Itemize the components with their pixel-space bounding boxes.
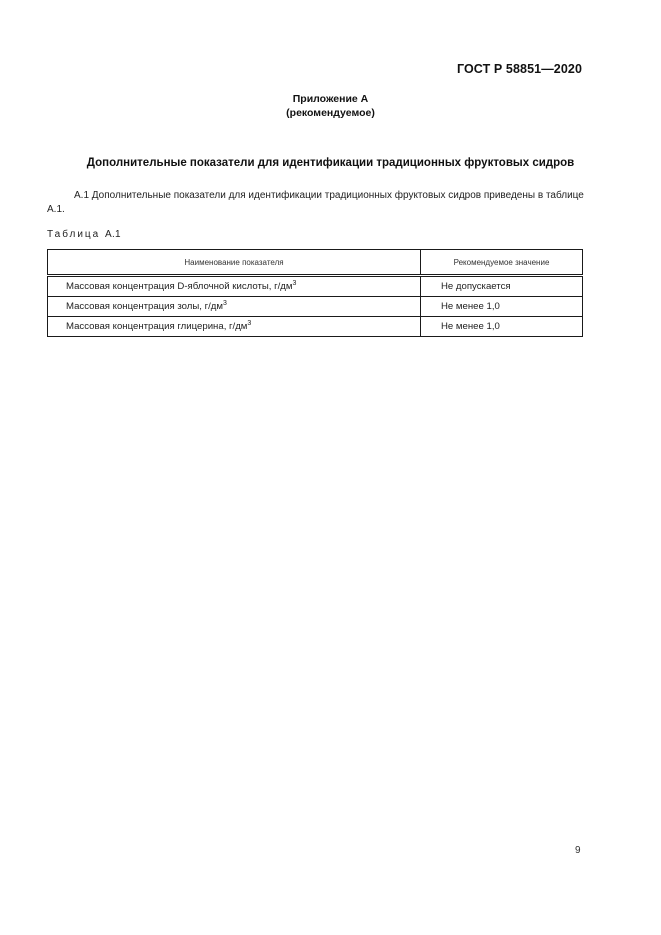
appendix-heading [0, 92, 661, 120]
table-row [48, 276, 583, 297]
section-title: Дополнительные показатели для идентификации традиционных фруктовых сидров [86, 157, 575, 169]
indicator-name: Массовая концентрация D-яблочной кислоты, г/дм [66, 281, 293, 292]
table-header-row [48, 250, 583, 276]
recommended-value-cell: Не менее 1,0 [421, 317, 583, 337]
indicator-name: Массовая концентрация золы, г/дм [66, 301, 223, 312]
table-row [48, 317, 583, 337]
indicator-name-cell [48, 317, 421, 337]
indicator-name: Массовая концентрация глицерина, г/дм [66, 321, 248, 332]
table-caption-number: А.1 [105, 229, 121, 240]
indicator-name-cell [48, 276, 421, 297]
appendix-subtitle: (рекомендуемое) [286, 107, 375, 119]
recommended-value-cell: Не допускается [421, 276, 583, 297]
table-caption-label: Таблица [47, 229, 101, 240]
unit-superscript: 3 [223, 299, 227, 307]
column-header-indicator: Наименование показателя [48, 250, 421, 276]
column-header-recommended-value: Рекомендуемое значение [421, 250, 583, 276]
table-caption [47, 229, 121, 240]
table-row [48, 297, 583, 317]
recommended-value-cell: Не менее 1,0 [421, 297, 583, 317]
indicators-table [47, 249, 583, 337]
section-paragraph: А.1 Дополнительные показатели для идентификации традиционных фруктовых сидров приведены в таблице А.1. [47, 190, 584, 215]
appendix-title: Приложение А [292, 93, 369, 105]
unit-superscript: 3 [292, 279, 297, 287]
document-code: ГОСТ Р 58851—2020 [456, 62, 582, 76]
page-number: 9 [575, 845, 581, 856]
indicator-name-cell [48, 297, 421, 317]
unit-superscript: 3 [247, 319, 252, 327]
